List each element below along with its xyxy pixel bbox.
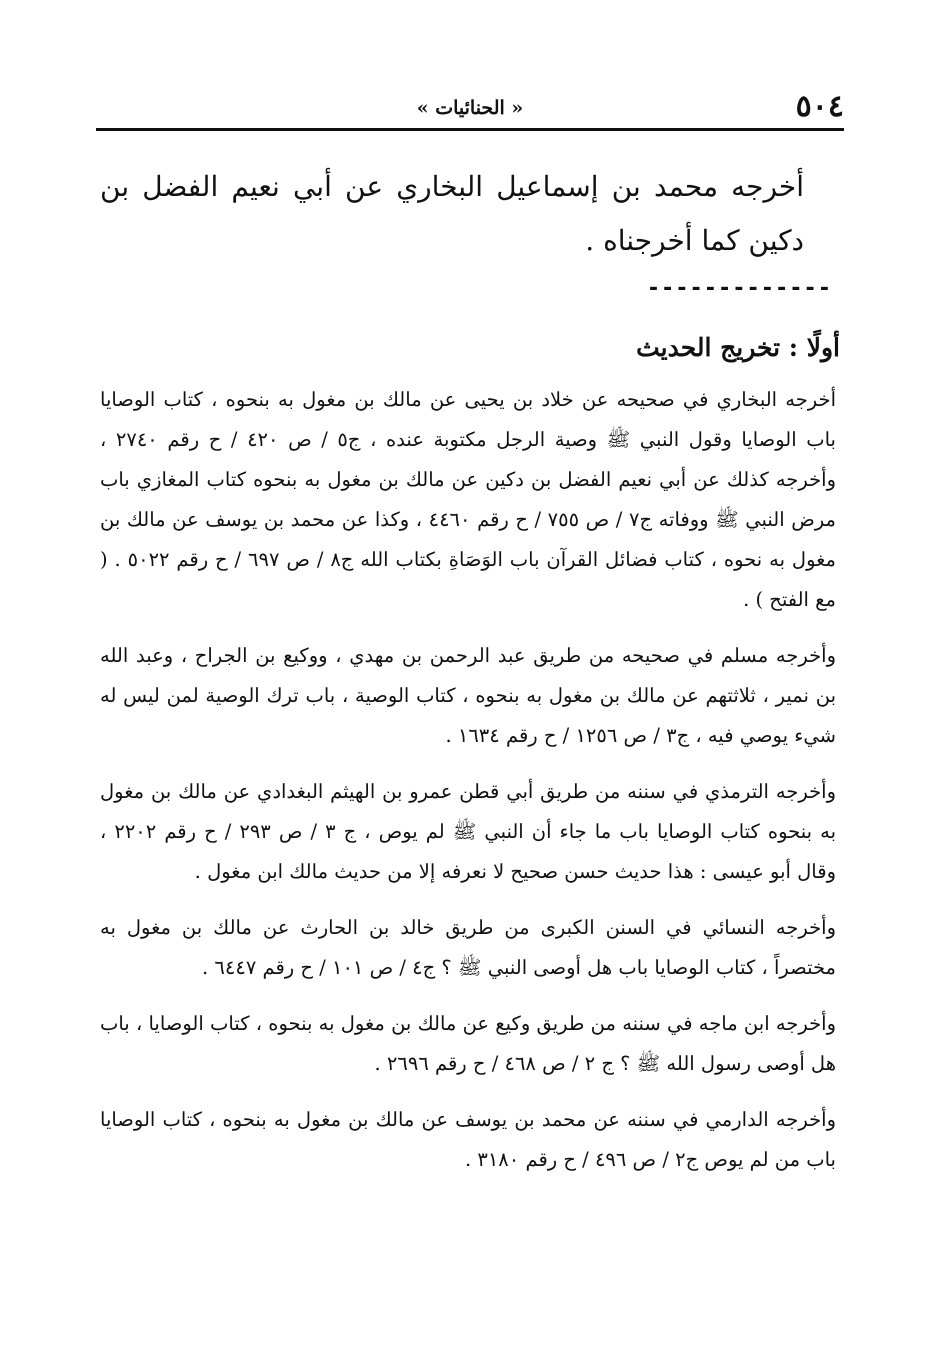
dashed-separator: -------------	[646, 276, 832, 301]
takhrij-paragraph-tirmidhi: وأخرجه الترمذي في سننه من طريق أبي قطن عمرو بن الهيثم البغدادي عن مالك بن مغول به بنحوه كتاب الوصايا باب ما جاء أن النبي ﷺ لم يوص ، ج ٣ / ص ٢٩٣ / ح رقم ٢٢٠٢ ، وقال أبو عيسى : هذا حديث حسن صحيح لا نعرفه إلا من حديث مالك ابن مغول .	[100, 780, 836, 883]
takhrij-paragraph-nasai: وأخرجه النسائي في السنن الكبرى من طريق خالد بن الحارث عن مالك بن مغول به مختصراً ، كتاب الوصايا باب هل أوصى النبي ﷺ ؟ ج٤ / ص ١٠١ / ح رقم ٦٤٤٧ .	[100, 916, 836, 979]
takhrij-paragraph-ibn-majah: وأخرجه ابن ماجه في سننه من طريق وكيع عن مالك بن مغول به بنحوه ، كتاب الوصايا ، باب هل أوصى رسول الله ﷺ ؟ ج ٢ / ص ٤٦٨ / ح رقم ٢٦٩٦ .	[100, 1012, 836, 1075]
takhrij-paragraph-muslim: وأخرجه مسلم في صحيحه من طريق عبد الرحمن بن مهدي ، ووكيع بن الجراح ، وعبد الله بن نمير ، ثلاثتهم عن مالك بن مغول به بنحوه ، كتاب الوصية ، باب ترك الوصية لمن ليس له شيء يوصي فيه ، ج٣ / ص ١٢٥٦ / ح رقم ١٦٣٤ .	[100, 644, 836, 747]
running-title: « الحنائيات »	[416, 97, 524, 119]
takhrij-paragraph-darimi: وأخرجه الدارمي في سننه عن محمد بن يوسف عن مالك بن مغول به بنحوه ، كتاب الوصايا باب من لم يوص ج٢ / ص ٤٩٦ / ح رقم ٣١٨٠ .	[100, 1108, 836, 1171]
section-heading: أولًا : تخريج الحديث	[636, 333, 840, 362]
page-header	[96, 88, 844, 128]
intro-paragraph: أخرجه محمد بن إسماعيل البخاري عن أبي نعيم الفضل بن دكين كما أخرجناه .	[100, 170, 804, 257]
page-body	[100, 160, 840, 1196]
takhrij-paragraph-bukhari: أخرجه البخاري في صحيحه عن خلاد بن يحيى عن مالك بن مغول به بنحوه ، كتاب الوصايا باب الوصايا وقول النبي ﷺ وصية الرجل مكتوبة عنده ، ج٥ / ص ٤٢٠ / ح رقم ٢٧٤٠ ، وأخرجه كذلك عن أبي نعيم الفضل بن دكين عن مالك بن مغول به بنحوه كتاب المغازي باب مرض النبي ﷺ ووفاته ج٧ / ص ٧٥٥ / ح رقم ٤٤٦٠ ، وكذا عن محمد بن يوسف عن مالك بن مغول به نحوه ، كتاب فضائل القرآن باب الوَصَاةِ بكتاب الله ج٨ / ص ٦٩٧ / ح رقم ٥٠٢٢ . ( مع الفتح ) .	[100, 388, 836, 611]
header-divider	[96, 128, 844, 131]
page-number: ٥٠٤	[795, 89, 844, 124]
